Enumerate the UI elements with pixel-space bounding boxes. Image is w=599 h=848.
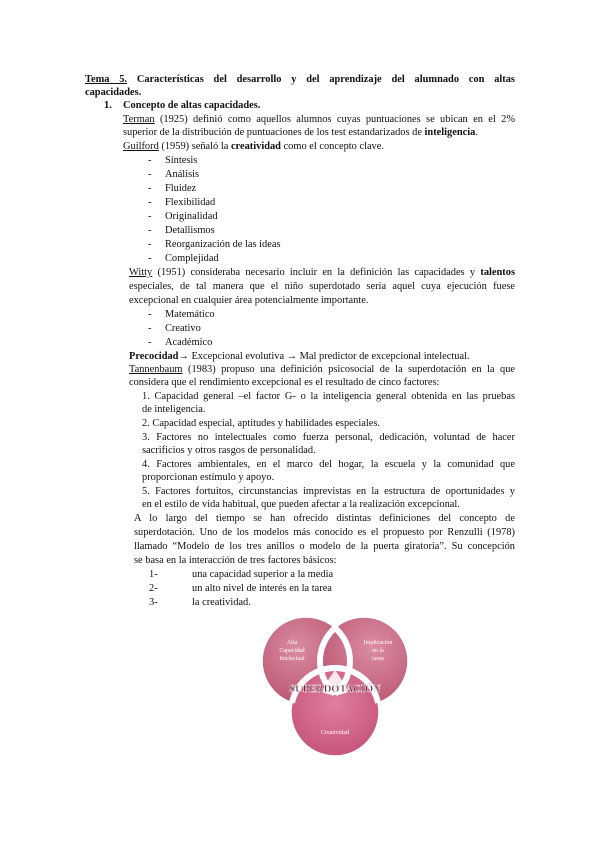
bullet-dash: - bbox=[148, 197, 152, 208]
terman-line2 bbox=[123, 126, 478, 139]
witty-line3: excepcional en cualquier área potencialmente importante. bbox=[129, 295, 369, 306]
bullet-dash: - bbox=[148, 211, 152, 222]
guilford-text: (1959) señaló la bbox=[158, 141, 231, 152]
terman-bold: inteligencia bbox=[424, 127, 476, 138]
factor-item: 2. Capacidad especial, aptitudes y habilidades especiales. bbox=[142, 418, 381, 429]
bullet-dash: - bbox=[148, 169, 152, 180]
section-number: 1. bbox=[104, 100, 112, 111]
list-item: Originalidad bbox=[165, 211, 218, 222]
factor-number: 1- bbox=[149, 569, 158, 580]
list-item: Detallismos bbox=[165, 225, 215, 236]
tannenbaum-name: Tannenbaum bbox=[129, 364, 183, 375]
witty-text: (1951) consideraba necesario incluir en la definición las capacidades y bbox=[152, 267, 481, 278]
list-item: Flexibilidad bbox=[165, 197, 216, 208]
renzulli-line4: se basa en la interacción de tres factores básicos: bbox=[134, 555, 337, 566]
bullet-dash: - bbox=[148, 323, 152, 334]
precocidad-text-end: Mal predictor de excepcional intelectual. bbox=[297, 351, 470, 362]
bullet-dash: - bbox=[148, 309, 152, 320]
witty-line2: especiales, de tal manera que el niño superdotado sería aquel cuya ejecución fuese bbox=[129, 281, 515, 292]
factor-item: 5. Factores fortuitos, circunstancias imprevistas en la estructura de oportunidades y bbox=[142, 486, 515, 497]
precocidad-text: Excepcional evolutiva bbox=[188, 351, 287, 362]
list-item: Reorganización de las ideas bbox=[165, 239, 281, 250]
terman-period: . bbox=[475, 127, 478, 138]
factor-text: un alto nivel de interés en la tarea bbox=[192, 583, 332, 594]
terman-name: Terman bbox=[123, 114, 155, 125]
renzulli-line1: A lo largo del tiempo se han ofrecido distintas definiciones del concepto de bbox=[134, 513, 515, 524]
witty-name: Witty bbox=[129, 267, 153, 278]
circle1-label: Alta bbox=[286, 640, 298, 646]
list-item: Fluidez bbox=[165, 183, 197, 194]
factor-item-cont: sacrificios y otros rasgos de personalidad. bbox=[142, 445, 316, 456]
factor-item: 3. Factores no intelectuales como fuerza personal, dedicación, voluntad de hacer bbox=[142, 432, 515, 443]
list-item: Creativo bbox=[165, 323, 201, 334]
center-label: SUPERDOTACIÓN bbox=[289, 684, 381, 695]
bullet-dash: - bbox=[148, 225, 152, 236]
factor-item-cont: en el estilo de vida habitual, que pueden afectar a la realización excepcional. bbox=[142, 499, 460, 510]
list-item: Complejidad bbox=[165, 253, 219, 264]
circle2-label: tarea bbox=[372, 656, 384, 662]
circle2-label: Implicación bbox=[363, 640, 393, 646]
tannenbaum-line1 bbox=[129, 363, 515, 376]
witty-line1 bbox=[129, 266, 515, 279]
factor-number: 3- bbox=[149, 597, 158, 608]
factor-item-cont: de inteligencia. bbox=[142, 404, 206, 415]
precocidad-bold: Precocidad bbox=[129, 351, 179, 362]
list-item: Análisis bbox=[165, 169, 200, 180]
tema-label: Tema 5. bbox=[85, 74, 128, 85]
factor-text: la creatividad. bbox=[192, 597, 251, 608]
circle1-label: Capacidad bbox=[279, 648, 305, 654]
terman-line1 bbox=[123, 113, 515, 126]
guilford-text-end: como el concepto clave. bbox=[280, 141, 384, 152]
witty-bold: talentos bbox=[480, 267, 515, 278]
tannenbaum-text: (1983) propuso una definición psicosocial de la superdotación en la que bbox=[182, 364, 515, 375]
circle3-label: Creatividad bbox=[321, 730, 349, 736]
guilford-name: Guilford bbox=[123, 141, 159, 152]
factor-number: 2- bbox=[149, 583, 158, 594]
terman-text: (1925) definió como aquellos alumnos cuyas puntuaciones se ubican en el 2% bbox=[154, 114, 515, 125]
factor-item: 1. Capacidad general –el factor G- o la inteligencia general obtenida en las pruebas bbox=[142, 391, 515, 402]
circle1-label: Intelectual bbox=[279, 656, 305, 662]
bullet-dash: - bbox=[148, 239, 152, 250]
list-item: Académico bbox=[165, 337, 213, 348]
renzulli-line2: superdotación. Uno de los modelos más conocido es el propuesto por Renzulli (1978) bbox=[134, 527, 515, 538]
precocidad-line bbox=[129, 350, 470, 363]
bullet-dash: - bbox=[148, 337, 152, 348]
bullet-dash: - bbox=[148, 253, 152, 264]
list-item: Matemático bbox=[165, 309, 215, 320]
tannenbaum-line2: considera que el rendimiento excepcional es el resultado de cinco factores: bbox=[129, 377, 440, 388]
terman-text-2: superior de la distribución de puntuaciones de los test estandarizados de bbox=[123, 127, 425, 138]
list-item: Síntesis bbox=[165, 155, 198, 166]
renzulli-line3: llamado “Modelo de los tres anillos o modelo de la puerta giratoria”. Su concepción bbox=[134, 541, 515, 552]
arrow-right-icon: → bbox=[286, 351, 298, 362]
factor-item-cont: proporcionan estímulo y apoyo. bbox=[142, 472, 275, 483]
bullet-dash: - bbox=[148, 183, 152, 194]
document-title-line2: capacidades. bbox=[85, 87, 142, 98]
three-rings-diagram bbox=[256, 612, 416, 762]
guilford-line bbox=[123, 140, 384, 153]
factor-text: una capacidad superior a la media bbox=[192, 569, 334, 580]
document-title-line1 bbox=[85, 73, 515, 86]
section-heading: Concepto de altas capacidades. bbox=[123, 100, 261, 111]
circle2-label: en la bbox=[372, 648, 384, 654]
arrow-right-icon: → bbox=[178, 351, 189, 362]
guilford-bold: creatividad bbox=[230, 141, 281, 152]
factor-item: 4. Factores ambientales, en el marco del hogar, la escuela y la comunidad que bbox=[142, 459, 515, 470]
title-text: Características del desarrollo y del aprendizaje del alumnado con altas bbox=[127, 74, 515, 85]
bullet-dash: - bbox=[148, 155, 152, 166]
